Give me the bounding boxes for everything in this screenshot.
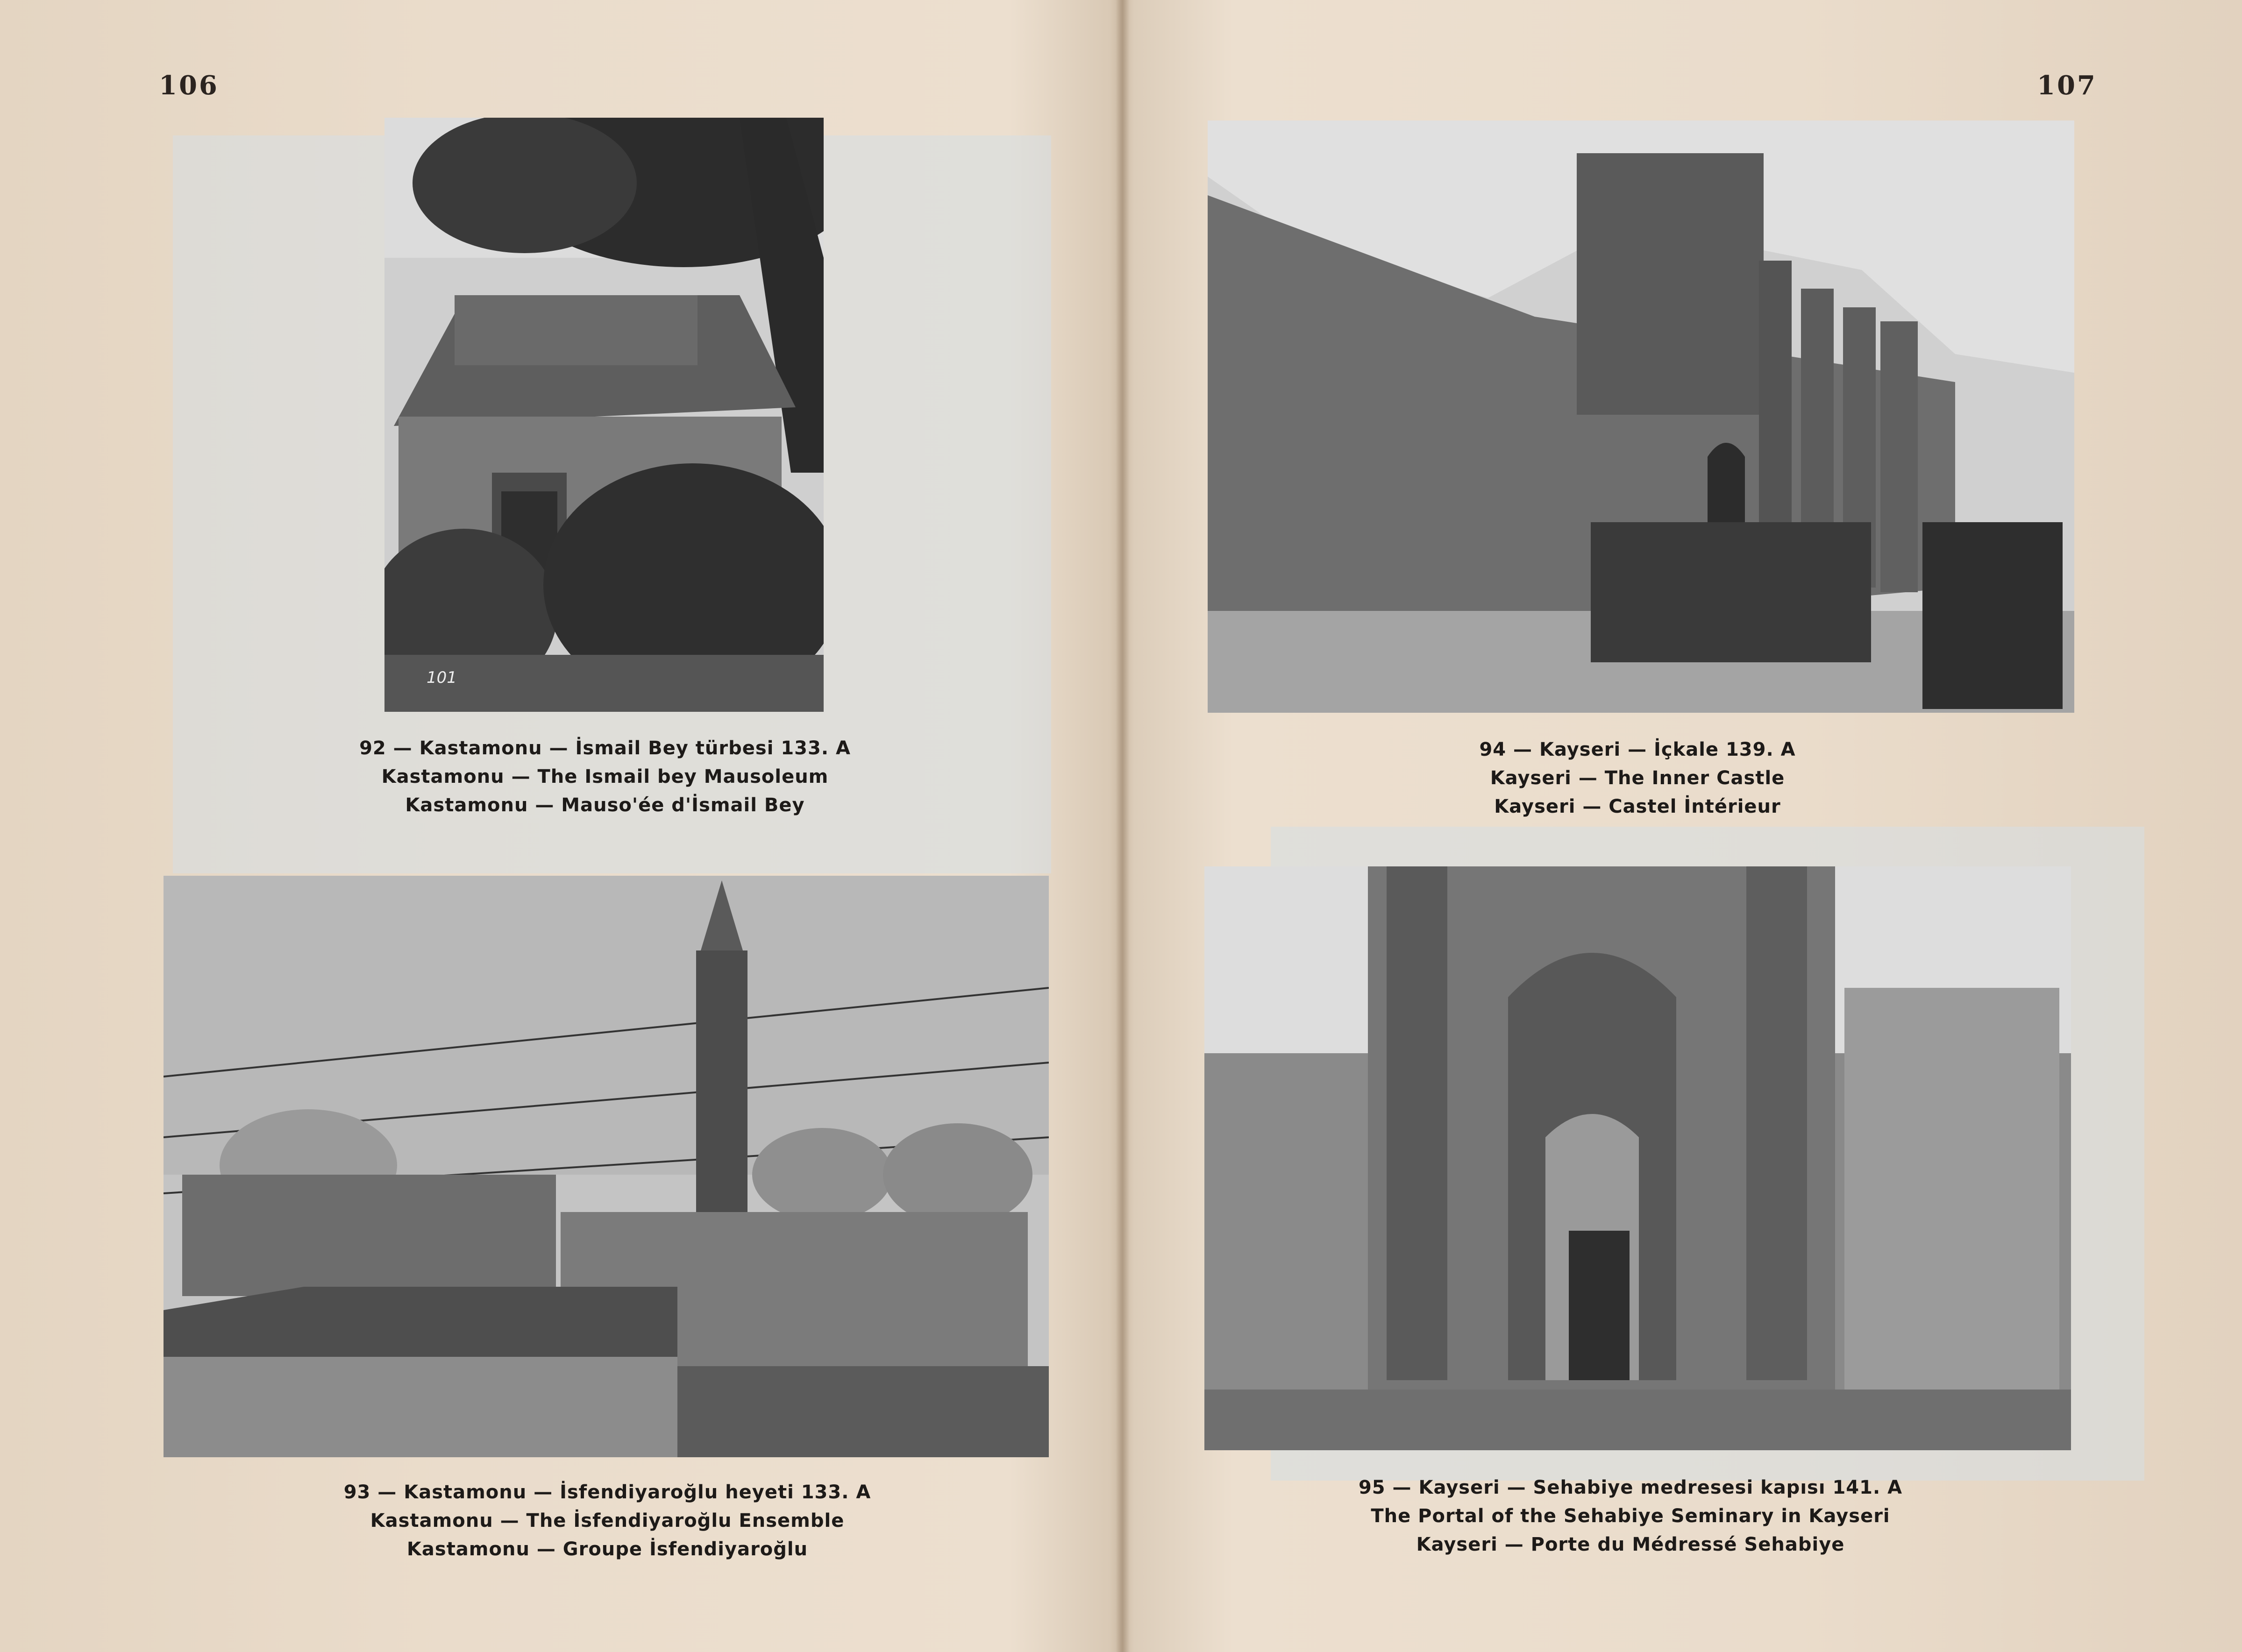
caption-line: Kayseri — The Inner Castle: [1490, 767, 1785, 789]
caption-line: Kayseri — Castel İntérieur: [1494, 796, 1781, 817]
book-gutter: [1116, 0, 1130, 1652]
page-number-right: 107: [2037, 70, 2097, 101]
photo-kayseri-inner-castle: [1208, 121, 2074, 713]
caption-figure-92: [350, 734, 860, 820]
caption-line: Kastamonu — The İsfendiyaroğlu Ensemble: [370, 1510, 845, 1531]
caption-figure-93: [318, 1478, 897, 1564]
caption-line: Kastamonu — Groupe İsfendiyaroğlu: [406, 1539, 808, 1560]
caption-line: 92 — Kastamonu — İsmail Bey türbesi 133. A: [359, 737, 851, 759]
caption-figure-94: [1369, 736, 1906, 821]
page-number-left: 106: [159, 70, 219, 101]
caption-line: 94 — Kayseri — İçkale 139. A: [1479, 739, 1796, 760]
photo-isfendiyaroglu-ensemble: [164, 876, 1049, 1457]
caption-line: The Portal of the Sehabiye Seminary in Kayseri: [1371, 1505, 1890, 1527]
photo-sehabiye-seminary-portal: [1204, 866, 2071, 1450]
caption-line: 95 — Kayseri — Sehabiye medresesi kapısı 141. A: [1358, 1477, 1903, 1498]
caption-line: Kayseri — Porte du Médressé Sehabiye: [1416, 1534, 1845, 1555]
caption-line: Kastamonu — The Ismail bey Mausoleum: [381, 766, 829, 787]
photo-marking-101: 101: [427, 668, 457, 687]
photo-ismail-bey-mausoleum: [384, 118, 824, 712]
caption-figure-95: [1308, 1474, 1953, 1559]
caption-line: Kastamonu — Mauso'ée d'İsmail Bey: [405, 794, 805, 816]
caption-line: 93 — Kastamonu — İsfendiyaroğlu heyeti 133. A: [343, 1482, 871, 1503]
